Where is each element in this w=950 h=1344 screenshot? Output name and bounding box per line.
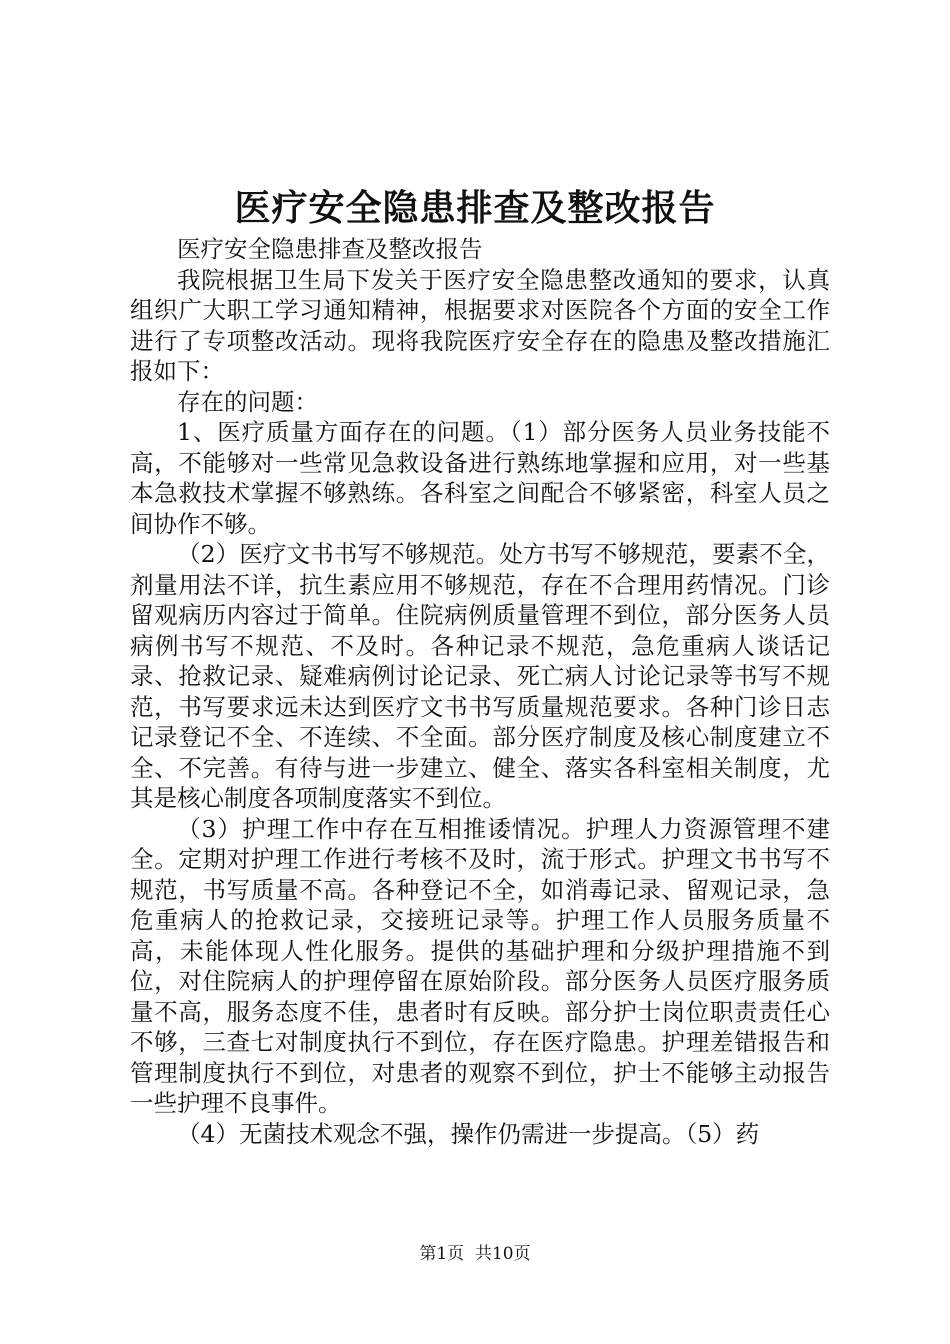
- paragraph-subtitle: 医疗安全隐患排查及整改报告: [177, 235, 483, 263]
- paragraph-medical-documents: （2）医疗文书书写不够规范。处方书写不够规范，要素不全，剂量用法不详，抗生素应用不够规范，存在不合理用药情况。门诊留观病历内容过于简单。住院病例质量管理不到位，部分医务人员病例书写不规范、不及时。各种记录不规范，急危重病人谈话记录、抢救记录、疑难病例讨论记录、死亡病人讨论记录等书写不规范，书写要求远未达到医疗文书书写质量规范要求。各种门诊日志记录登记不全、不连续、不全面。部分医疗制度及核心制度建立不全、不完善。有待与进一步建立、健全、落实各科室相关制度，尤其是核心制度各项制度落实不到位。: [130, 540, 830, 812]
- page-number-footer: 第1页 共10页: [419, 1244, 531, 1264]
- paragraph-nursing: （3）护理工作中存在互相推诿情况。护理人力资源管理不建全。定期对护理工作进行考核不及时，流于形式。护理文书书写不规范，书写质量不高。各种登记不全，如消毒记录、留观记录，急危重病人的抢救记录，交接班记录等。护理工作人员服务质量不高，未能体现人性化服务。提供的基础护理和分级护理措施不到位，对住院病人的护理停留在原始阶段。部分医务人员医疗服务质量不高，服务态度不佳，患者时有反映。部分护士岗位职责责任心不够，三查七对制度执行不到位，存在医疗隐患。护理差错报告和管理制度执行不到位，对患者的观察不到位，护士不能够主动报告一些护理不良事件。: [130, 814, 830, 1117]
- document-title: 医疗安全隐患排查及整改报告: [234, 187, 716, 229]
- paragraph-medical-quality: 1、医疗质量方面存在的问题。（1）部分医务人员业务技能不高，不能够对一些常见急救设备进行熟练地掌握和应用，对一些基本急救技术掌握不够熟练。各科室之间配合不够紧密，科室人员之间协作不够。: [130, 418, 830, 538]
- paragraph-intro: 我院根据卫生局下发关于医疗安全隐患整改通知的要求，认真组织广大职工学习通知精神，根据要求对医院各个方面的安全工作进行了专项整改活动。现将我院医疗安全存在的隐患及整改措施汇报如下：: [130, 265, 830, 385]
- paragraph-problems-heading: 存在的问题：: [177, 387, 318, 416]
- document-body: [130, 234, 830, 1149]
- paragraph-aseptic: （4）无菌技术观念不强，操作仍需进一步提高。（5）药: [177, 1119, 760, 1148]
